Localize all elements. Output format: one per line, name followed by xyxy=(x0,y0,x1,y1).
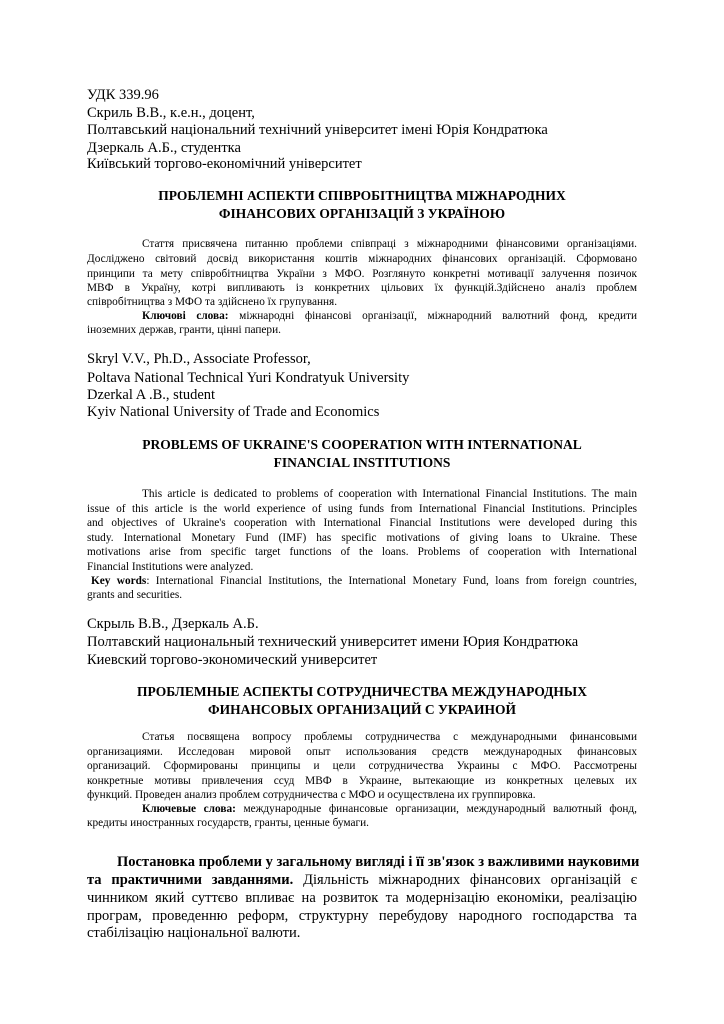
author-2: Дзеркаль А.Б., студентка xyxy=(87,140,241,156)
keywords-line xyxy=(87,309,637,323)
udk: УДК 339.96 xyxy=(87,87,159,103)
body-line: стабілізацію національної валюти. xyxy=(87,925,301,941)
authors: Скрыль В.В., Дзеркаль А.Б. xyxy=(87,616,259,632)
keywords-line: grants and securities. xyxy=(87,589,183,601)
body-line: чинником який суттєво впливає на розвиток та модернізацію економіки, реалізацію xyxy=(87,890,637,906)
affiliation-1: Poltava National Technical Yuri Kondratyuk University xyxy=(87,370,410,386)
keywords-text: міжнародні фінансові організації, міжнародний валютний фонд, кредити xyxy=(228,310,638,322)
abstract-line: This article is dedicated to problems of cooperation with International Financial Institutions. The main xyxy=(142,488,637,500)
body-line xyxy=(87,871,637,889)
keywords-line xyxy=(87,802,637,816)
author-2: Dzerkal A .B., student xyxy=(87,387,216,403)
ua-title-line: ПРОБЛЕМНІ АСПЕКТИ СПІВРОБІТНИЦТВА МІЖНАРОДНИХ xyxy=(158,188,566,203)
keywords-line xyxy=(87,574,637,588)
abstract-line: Financial Institutions were analyzed. xyxy=(87,561,254,573)
ru-title-line: ПРОБЛЕМНЫЕ АСПЕКТЫ СОТРУДНИЧЕСТВА МЕЖДУНАРОДНЫХ xyxy=(137,684,587,699)
section-heading xyxy=(87,853,640,871)
section-heading-text: Постановка проблеми у загальному вигляді і її зв'язок з важливими науковими xyxy=(117,854,640,870)
abstract-line: МВФ в Україну, котрі випливають із конкретних цільових їх функцій.Здійснено аналіз проблем xyxy=(87,282,637,294)
abstract-line: motivations arise from specific target functions of the loans. Problems of cooperation with International xyxy=(87,546,637,558)
keywords-label: Ключевые слова: xyxy=(142,803,236,815)
affiliation-2: Киевский торгово-экономический университет xyxy=(87,652,378,668)
keywords-text: международные финансовые организации, международный валютный фонд, xyxy=(235,803,637,815)
abstract-line: функций. Проведен анализ проблем сотрудничества с МФО и осуществлена их группировка. xyxy=(87,789,536,801)
abstract-line: конкретные мотивы привлечения ссуд МВФ в Украине, вытекающие из конкретных целевых их xyxy=(87,775,637,787)
abstract-line: принципи та мету співробітництва України з МФО. Розглянуто конкретні мотивації залучення позичок xyxy=(87,268,637,280)
abstract-line: Досліджено світовий досвід використання коштів міжнародних фінансових організацій. Сформовано xyxy=(87,253,637,265)
keywords-line: кредиты иностранных государств, гранты, ценные бумаги. xyxy=(87,817,370,829)
author-1: Skryl V.V., Ph.D., Associate Professor, xyxy=(87,351,311,367)
affiliation-2: Київський торгово-економічний університет xyxy=(87,156,362,172)
author-1: Скриль В.В., к.е.н., доцент, xyxy=(87,105,255,121)
en-title-line: PROBLEMS OF UKRAINE'S COOPERATION WITH INTERNATIONAL xyxy=(142,437,582,452)
ua-title-line: ФІНАНСОВИХ ОРГАНІЗАЦІЙ З УКРАЇНОЮ xyxy=(218,206,506,221)
abstract-line: Статья посвящена вопросу проблемы сотрудничества с международными финансовыми xyxy=(142,731,637,743)
body-line: програм, проведенню реформ, структурну перебудову народного господарства та xyxy=(87,908,637,924)
section-heading-text: та практичними завданнями. xyxy=(87,872,294,888)
en-title-line: FINANCIAL INSTITUTIONS xyxy=(273,455,451,470)
affiliation-1: Полтавский национальный технический университет имени Юрия Кондратюка xyxy=(87,634,579,650)
abstract-line: and objectives of Ukraine's cooperation with International Financial Institutions were developed during this xyxy=(87,517,637,529)
abstract-line: study. International Monetary Fund (IMF) has specific motivations of giving loans to Ukraine. These xyxy=(87,532,637,544)
affiliation-2: Kyiv National University of Trade and Economics xyxy=(87,404,380,420)
keywords-label: Key words xyxy=(91,575,147,587)
abstract-line: issue of this article is the world experience of using funds from International Financial Institutions. Principles xyxy=(87,503,637,515)
abstract-line: организаций. Сформированы принципы и цели сотрудничества Украины с МФО. Рассмотрены xyxy=(87,760,637,772)
abstract-line: Стаття присвячена питанню проблеми співпраці з міжнародними фінансовими організаціями. xyxy=(142,238,637,250)
affiliation-1: Полтавський національний технічний університет імені Юрія Кондратюка xyxy=(87,122,548,138)
keywords-label: Ключові слова: xyxy=(142,310,229,322)
ru-title-line: ФИНАНСОВЫХ ОРГАНИЗАЦИЙ С УКРАИНОЙ xyxy=(208,702,516,717)
keywords-line: іноземних держав, гранти, цінні папери. xyxy=(87,324,281,336)
abstract-line: співробітництва з МФО та здійснено їх групування. xyxy=(87,296,338,308)
keywords-text: : International Financial Institutions, the International Monetary Fund, loans from foreign countries, xyxy=(146,575,637,587)
abstract-line: организациями. Исследован мировой опыт использования средств международных финансовых xyxy=(87,746,637,758)
body-text: Діяльність міжнародних фінансових організацій є xyxy=(293,872,637,888)
